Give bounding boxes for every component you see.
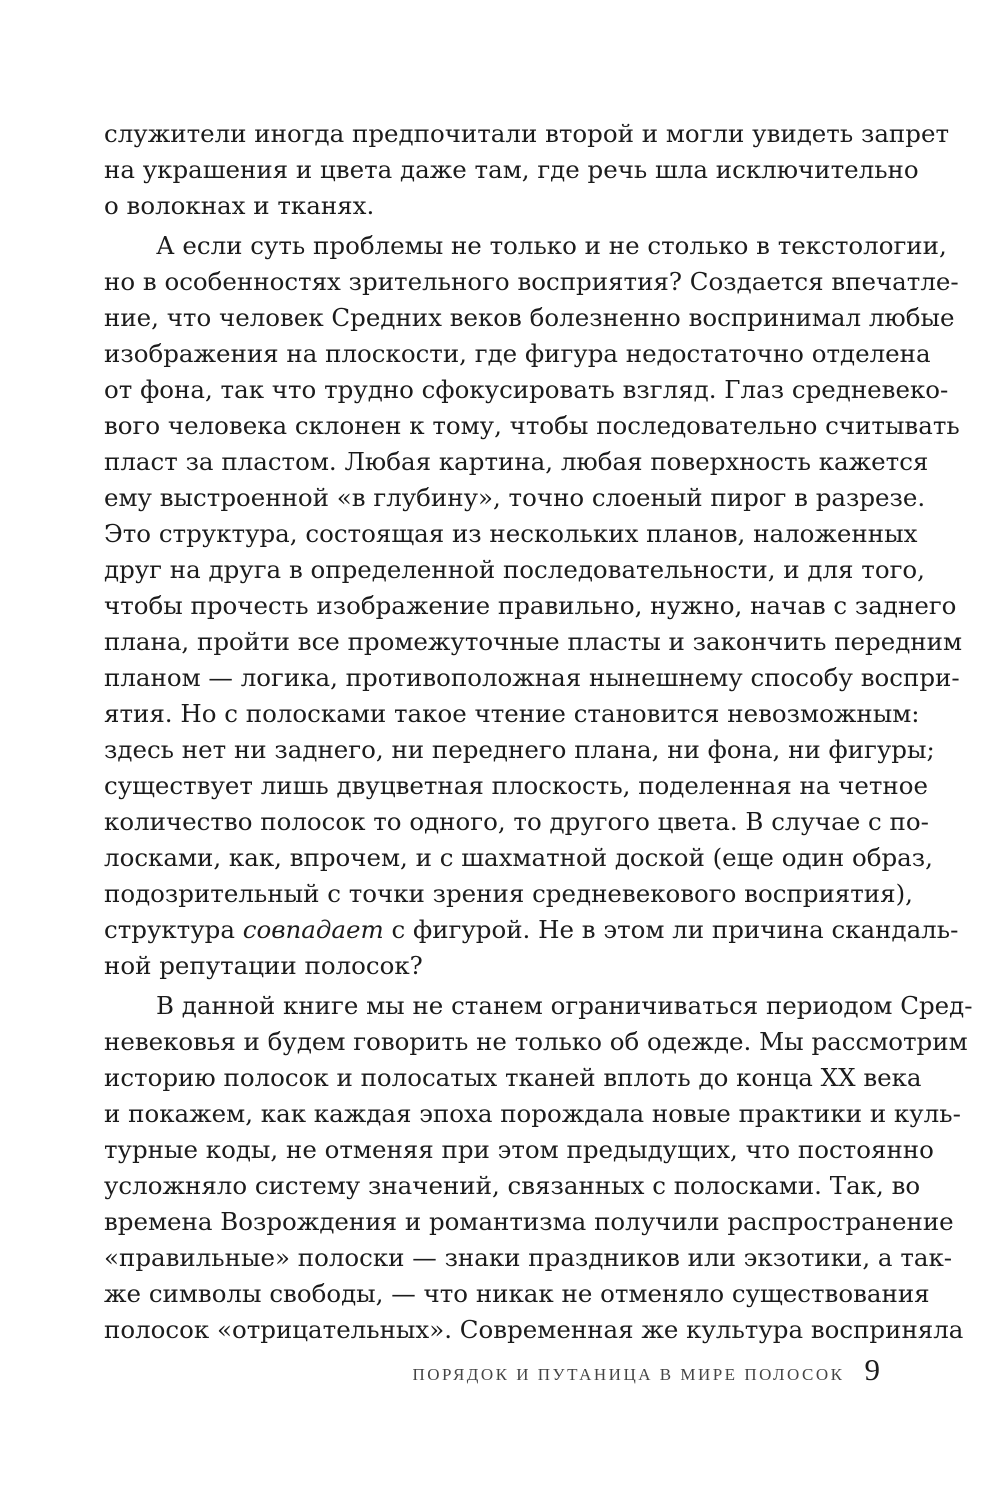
page-footer <box>104 1352 880 1392</box>
text-line: ной репутации полосок? <box>104 951 423 980</box>
text-line: но в особенностях зрительного восприятия? Создается впечатле- <box>104 267 959 296</box>
page-number: 9 <box>864 1352 880 1387</box>
text-line: же символы свободы, — что никак не отменяло существования <box>104 1279 930 1308</box>
italic-emphasis: совпадает <box>242 915 384 944</box>
text-line: историю полосок и полосатых тканей вплоть до конца XX века <box>104 1063 922 1092</box>
text-line: пласт за пластом. Любая картина, любая поверхность кажется <box>104 447 929 476</box>
text-line: «правильные» полоски — знаки праздников или экзотики, а так- <box>104 1243 953 1272</box>
text-line: количество полосок то одного, то другого цвета. В случае с по- <box>104 807 929 836</box>
text-line: подозрительный с точки зрения средневекового восприятия), <box>104 879 913 908</box>
text-line: ятия. Но с полосками такое чтение становится невозможным: <box>104 699 920 728</box>
text-line: ему выстроенной «в глубину», точно слоеный пирог в разрезе. <box>104 483 926 512</box>
text-line: времена Возрождения и романтизма получили распространение <box>104 1207 954 1236</box>
paragraph-first-line: А если суть проблемы не только и не столько в текстологии, <box>156 231 947 260</box>
text-line: Это структура, состоящая из нескольких планов, наложенных <box>104 519 918 548</box>
text-line: полосок «отрицательных». Современная же культура восприняла <box>104 1315 964 1344</box>
text-line: планом — логика, противоположная нынешнему способу воспри- <box>104 663 960 692</box>
text-segment: структура <box>104 915 235 944</box>
text-line: изображения на плоскости, где фигура недостаточно отделена <box>104 339 931 368</box>
text-line: турные коды, не отменяя при этом предыдущих, что постоянно <box>104 1135 934 1164</box>
text-line-with-emphasis <box>104 912 959 948</box>
paragraph-first-line: В данной книге мы не станем ограничиваться периодом Сред- <box>156 991 973 1020</box>
text-line: и покажем, как каждая эпоха порождала новые практики и куль- <box>104 1099 961 1128</box>
text-line: существует лишь двуцветная плоскость, поделенная на четное <box>104 771 929 800</box>
running-head: ПОРЯДОК И ПУТАНИЦА В МИРЕ ПОЛОСОК <box>412 1365 845 1384</box>
text-line: на украшения и цвета даже там, где речь шла исключительно <box>104 155 919 184</box>
text-line: о волокнах и тканях. <box>104 191 375 220</box>
text-line: служители иногда предпочитали второй и могли увидеть запрет <box>104 119 949 148</box>
text-line: здесь нет ни заднего, ни переднего плана, ни фона, ни фигуры; <box>104 735 935 764</box>
text-line: усложняло систему значений, связанных с полосками. Так, во <box>104 1171 921 1200</box>
text-segment: с фигурой. Не в этом ли причина скандаль- <box>391 915 959 944</box>
text-line: друг на друга в определенной последовательности, и для того, <box>104 555 925 584</box>
text-line: вого человека склонен к тому, чтобы последовательно считывать <box>104 411 960 440</box>
text-line: невековья и будем говорить не только об одежде. Мы рассмотрим <box>104 1027 968 1056</box>
text-line: чтобы прочесть изображение правильно, нужно, начав с заднего <box>104 591 957 620</box>
text-line: лосками, как, впрочем, и с шахматной доской (еще один образ, <box>104 843 933 872</box>
text-line: от фона, так что трудно сфокусировать взгляд. Глаз средневеко- <box>104 375 949 404</box>
text-line: ние, что человек Средних веков болезненно воспринимал любые <box>104 303 955 332</box>
text-line: плана, пройти все промежуточные пласты и закончить передним <box>104 627 963 656</box>
